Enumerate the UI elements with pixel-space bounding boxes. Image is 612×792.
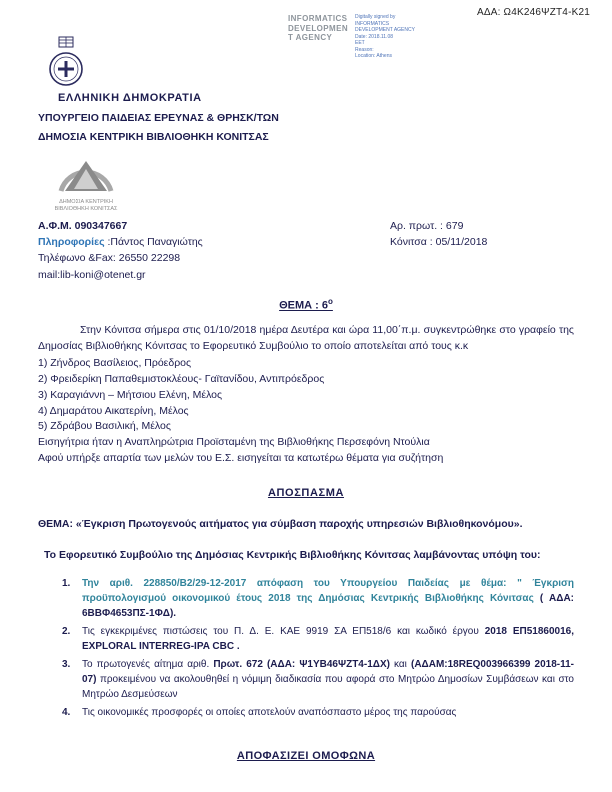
considering-line: Το Εφορευτικό Συμβούλιο της Δημόσιας Κεντρικής Βιβλιοθήκης Κόνιτσας λαμβάνοντας υπόψη του: xyxy=(44,549,541,562)
consideration-item xyxy=(62,624,574,654)
header-republic: ΕΛΛΗΝΙΚΗ ΔΗΜΟΚΡΑΤΙΑ xyxy=(58,92,202,104)
signature-agency-name: INFORMATICS DEVELOPMEN T AGENCY xyxy=(288,14,349,43)
item-number: 2. xyxy=(62,626,71,638)
item-text: Τις εγκεκριμένες πιστώσεις του Π. Δ. Ε. ΚΑΕ 9919 ΣΑ ΕΠ518/6 και κωδικό έργου 2018 ΕΠ51860016, EXPLORAL INTERREG-IPA CBC . xyxy=(82,626,574,653)
info-value: :Πάντος Παναγιώτης xyxy=(104,236,203,249)
decision-heading: ΑΠΟΦΑΣΙΖΕΙ ΟΜΟΦΩΝΑ xyxy=(236,750,376,763)
contact-block xyxy=(38,218,574,283)
item-number: 3. xyxy=(62,659,71,671)
member-row: 3) Καραγιάννη – Μήτσιου Ελένη, Μέλος xyxy=(38,388,223,401)
members-list xyxy=(38,356,574,435)
quorum-line: Αφού υπήρξε απαρτία των μελών του Ε.Σ. εισηγείται τα κατωτέρω θέματα για συζήτηση xyxy=(38,451,444,464)
info-line xyxy=(38,234,390,250)
item-text: Το πρωτογενές αίτημα αριθ. Πρωτ. 672 (ΑΔΑ: Ψ1ΥΒ46ΨΖΤ4-1ΔΧ) και (ΑΔΑΜ:18REQ003966399 2018-11-07) προκειμένου να ακολουθηθεί η νόμιμη διαδικασία που αφορά στο Μητρώο Δημοσίων Συμβάσεων και στο Μητρώο Δεσμεύσεων xyxy=(82,659,575,701)
library-logo xyxy=(38,153,134,213)
library-logo-icon xyxy=(55,153,117,193)
info-label: Πληροφορίες xyxy=(38,236,105,249)
ada-code: ΑΔΑ: Ω4Κ246ΨΖΤ4-Κ21 xyxy=(476,7,590,18)
consideration-item xyxy=(62,657,574,702)
greek-state-seal-icon xyxy=(44,36,88,93)
signature-details: Digitally signed by INFORMATICS DEVELOPMENT AGENCY Date: 2018.11.08 EET Reason: Location: Athens xyxy=(355,14,415,59)
item-number: 4. xyxy=(62,707,71,719)
considerations-list xyxy=(38,576,574,720)
rapporteur-line: Εισηγήτρια ήταν η Αναπληρώτρια Προϊσταμένη της Βιβλιοθήκης Περσεφόνη Ντούλια xyxy=(38,436,430,449)
member-row: 4) Δημαράτου Αικατερίνη, Μέλος xyxy=(38,404,189,417)
excerpt-heading: ΑΠΟΣΠΑΣΜΑ xyxy=(267,486,345,499)
ordinal-superscript: ο xyxy=(328,297,333,307)
digital-signature-stamp xyxy=(288,14,443,60)
header-library: ΔΗΜΟΣΙΑ ΚΕΝΤΡΙΚΗ ΒΙΒΛΙΟΘΗΚΗ ΚΟΝΙΤΣΑΣ xyxy=(38,131,269,143)
consideration-item xyxy=(62,705,574,720)
phone-line: Τηλέφωνο &Fax: 26550 22298 xyxy=(38,252,181,265)
member-row: 1) Ζήνδρος Βασίλειος, Πρόεδρος xyxy=(38,357,192,370)
meeting-intro: Στην Κόνιτσα σήμερα στις 01/10/2018 ημέρα Δευτέρα και ώρα 11,00΄π.μ. συγκεντρώθηκε στο γραφείο της Δημοσίας Βιβλιοθήκης Κόνιτσας το Εφορευτικό Συμβούλιο το οποίο αποτελείται από τους κ.κ xyxy=(38,323,574,352)
afm-number: Α.Φ.Μ. 090347667 xyxy=(38,219,128,232)
library-logo-caption: ΔΗΜΟΣΙΑ ΚΕΝΤΡΙΚΗ ΒΙΒΛΙΟΘΗΚΗ ΚΟΝΙΤΣΑΣ xyxy=(54,199,118,212)
email-line: mail:lib-koni@otenet.gr xyxy=(38,268,146,281)
member-row: 5) Ζδράβου Βασιλική, Μέλος xyxy=(38,420,171,433)
place-date: Κόνιτσα : 05/11/2018 xyxy=(390,236,488,249)
item-text: Την αριθ. 228850/Β2/29-12-2017 απόφαση του Υπουργείου Παιδείας με θέμα: " Έγκριση προϋπολογισμού οικονομικού έτους 2018 της Δημόσιας Κεντρικής Βιβλιοθήκης Κόνιτσας ( ΑΔΑ: 6ΒΒΦ4653ΠΣ-1ΦΔ). xyxy=(82,578,574,620)
protocol-number: Αρ. πρωτ. : 679 xyxy=(390,219,464,232)
member-row: 2) Φρειδερίκη Παπαθεμιστοκλέους- Γαϊτανίδου, Αντιπρόεδρος xyxy=(38,373,325,386)
consideration-item xyxy=(62,576,574,621)
item-text: Τις οικονομικές προσφορές οι οποίες αποτελούν αναπόσπαστο μέρος της παρούσας xyxy=(82,707,457,719)
subject-number-heading: ΘΕΜΑ : $6^o$ xyxy=(279,297,333,312)
item-number: 1. xyxy=(62,578,71,590)
letterhead xyxy=(38,92,574,213)
header-ministry: ΥΠΟΥΡΓΕΙΟ ΠΑΙΔΕΙΑΣ ΕΡΕΥΝΑΣ & ΘΡΗΣΚ/ΤΩΝ xyxy=(38,112,279,124)
excerpt-subject: ΘΕΜΑ: «Έγκριση Πρωτογενούς αιτήματος για σύμβαση παροχής υπηρεσιών Βιβλιοθηκονόμου». xyxy=(38,517,523,530)
